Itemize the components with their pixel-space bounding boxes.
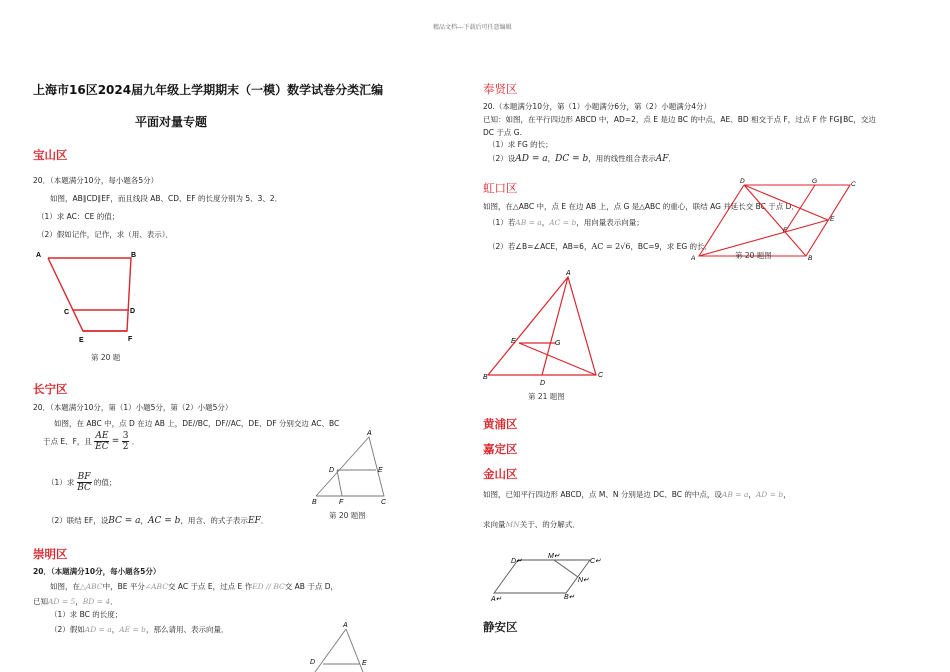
- chongming-line2: 已知AD = 5，BD = 4．: [33, 597, 118, 606]
- district-changning: 长宁区: [33, 382, 68, 396]
- district-baoshan: 宝山区: [33, 148, 68, 162]
- side-ac: [346, 629, 363, 672]
- baoshan-problem-header: 20．（本题满分10分，每小题各5分）: [33, 176, 159, 185]
- vector-ef: EF: [247, 516, 261, 526]
- baoshan-caption: 第 20 题: [91, 353, 121, 362]
- label-c: C: [381, 499, 387, 505]
- label-g: G: [555, 340, 561, 347]
- segment-de: [744, 185, 828, 220]
- baoshan-q2: （2）假如记作，记作，求（用、表示）．: [37, 230, 174, 239]
- label-e: E: [830, 216, 835, 223]
- label-c: C: [598, 372, 604, 379]
- jinshan-figure: [490, 549, 605, 604]
- fengxian-figure: [690, 176, 868, 262]
- fraction-ae-ec: $\frac{AE}{EC}$: [95, 431, 109, 452]
- changning-stem: 如图，在 ABC 中，点 D 在边 AB 上，DE//BC，DF//AC，DE、DF 分别交边 AC、BC: [54, 419, 340, 428]
- trapezoid-outline: [48, 258, 131, 331]
- label-e: E: [378, 467, 383, 474]
- label-e: E: [511, 338, 516, 345]
- baoshan-q1: （1）求 AC：CE 的值；: [37, 212, 120, 221]
- label-c: C: [851, 181, 856, 188]
- label-c: C: [64, 309, 70, 316]
- fengxian-q2: （2）设AD = a，DC = b，用的线性组合表示AF．: [488, 154, 677, 164]
- hongkou-q2: （2）若∠B=∠ACE，AB=6，AC = 2√6，BC=9，求 EG 的长．: [488, 242, 713, 251]
- label-a: A↵: [491, 596, 502, 603]
- label-b: B↵: [564, 594, 575, 601]
- fengxian-stem-line2: DC 于点 G.: [483, 128, 522, 137]
- label-f: F: [339, 499, 344, 505]
- district-fengxian: 奉贤区: [483, 82, 518, 96]
- changning-q2: （2）联结 EF，设BC = a，AC = b，用含、的式子表示EF．: [47, 516, 269, 526]
- median-ad: [542, 277, 568, 375]
- diagonal-bd: [744, 185, 806, 256]
- label-b: B: [131, 252, 137, 259]
- jinshan-line2: 求向量MN关于、的分解式．: [483, 520, 580, 529]
- label-a: A: [36, 252, 42, 259]
- label-a: A: [691, 255, 696, 262]
- district-jiading: 嘉定区: [483, 442, 518, 456]
- fengxian-caption: 第 20 题图: [735, 251, 772, 260]
- baoshan-figure: [32, 248, 152, 348]
- changning-caption: 第 20 题图: [329, 511, 366, 520]
- district-chongming: 崇明区: [33, 547, 68, 561]
- label-m: M↵: [548, 553, 560, 560]
- fengxian-q1: （1）求 FG 的长；: [488, 140, 553, 149]
- district-huangpu: 黄浦区: [483, 417, 518, 431]
- label-a: A: [566, 270, 571, 277]
- chongming-q1: （1）求 BC 的长度；: [50, 610, 123, 619]
- label-b: B: [312, 499, 317, 505]
- changning-problem-header: 20．（本题满分10分，第（1）小题5分，第（2）小题5分）: [33, 403, 233, 412]
- label-b: B: [808, 255, 813, 262]
- fraction-3-2: $\frac{3}{2}$: [122, 431, 129, 452]
- fengxian-problem-header: 20.（本题满分10分，第（1）小题满分6分，第（2）小题满分4分）: [483, 102, 712, 111]
- district-jinshan: 金山区: [483, 467, 518, 481]
- vector-ac: AC = b: [148, 516, 181, 526]
- label-d: D: [540, 380, 546, 387]
- changning-q1: （1）求 $\frac{BF}{BC}$ 的值；: [47, 472, 117, 493]
- vector-dc: DC = b: [555, 154, 589, 164]
- page-header: 精品文档---下载后可任意编辑: [433, 24, 512, 31]
- chongming-q2: （2）假如AD = a，AE = b，那么请用、表示向量．: [50, 625, 229, 634]
- label-d: D: [329, 467, 335, 474]
- fengxian-stem: 已知：如图，在平行四边形 ABCD 中，AD=2，点 E 是边 BC 的中点，AE、BD 相交于点 F，过点 F 作 FG∥BC，交边: [483, 115, 876, 124]
- doc-title: 上海市16区2024届九年级上学期期末（一模）数学试卷分类汇编: [33, 83, 384, 97]
- hongkou-caption: 第 21 题图: [528, 392, 565, 401]
- label-d: D: [740, 178, 745, 185]
- triangle-abc: [316, 437, 384, 496]
- label-e: E: [362, 660, 367, 667]
- label-a: A: [367, 430, 372, 437]
- district-jingan: 静安区: [483, 620, 518, 634]
- label-d: D: [310, 659, 316, 666]
- stem2-prefix: 于点 E、F，且: [43, 437, 92, 446]
- label-d: D: [130, 308, 136, 315]
- segment-df: [337, 470, 342, 496]
- label-e: E: [79, 337, 84, 344]
- jinshan-stem: 如图，已知平行四边形 ABCD，点 M、N 分别是边 DC、BC 的中点，设AB = a，AD = b，: [483, 490, 791, 499]
- hongkou-q1: （1）若AB = a，AC = b，用向量表示向量；: [488, 218, 644, 227]
- chongming-problem-header: 20．（本题满分10分，每小题各5分）: [33, 567, 161, 576]
- vector-ad: AD = a: [515, 154, 548, 164]
- side-ab: [315, 629, 346, 672]
- segment-ec: [519, 343, 596, 375]
- hongkou-figure: [482, 265, 610, 390]
- segment-mn: [554, 560, 578, 577]
- changning-figure: [310, 427, 394, 505]
- district-hongkou: 虹口区: [483, 181, 518, 195]
- triangle-abc: [488, 277, 596, 375]
- chongming-stem: 如图，在△ABC中，BE 平分∠ABC交 AC 于点 E，过点 E 作ED // BC交 AB 于点 D，: [50, 582, 338, 591]
- label-b: B: [483, 374, 488, 381]
- label-f: F: [783, 227, 787, 234]
- label-g: G: [812, 178, 818, 185]
- parallelogram-abcd: [494, 560, 590, 593]
- doc-subtitle: 平面对量专题: [135, 115, 208, 129]
- label-n: N↵: [578, 577, 589, 584]
- vector-bc: BC = a: [108, 516, 141, 526]
- fraction-bf-bc: $\frac{BF}{BC}$: [77, 472, 91, 493]
- label-c: C↵: [590, 558, 601, 565]
- hongkou-stem: 如图，在△ABC 中，点 E 在边 AB 上，点 G 是△ABC 的重心，联结 AG 并延长交 BC 于点 D．: [483, 202, 799, 211]
- label-a: A: [343, 622, 348, 629]
- chongming-figure: [305, 618, 375, 672]
- label-d: D↵: [511, 558, 522, 565]
- label-f: F: [128, 336, 133, 343]
- baoshan-stem: 如图，AB∥CD∥EF，而且线段 AB、CD、EF 的长度分别为 5、3、2．: [50, 194, 283, 203]
- changning-stem-line2: 于点 E、F，且 $\frac{AE}{EC}$ = $\frac{3}{2}$ ．: [43, 431, 140, 452]
- vector-af: AF: [655, 154, 669, 164]
